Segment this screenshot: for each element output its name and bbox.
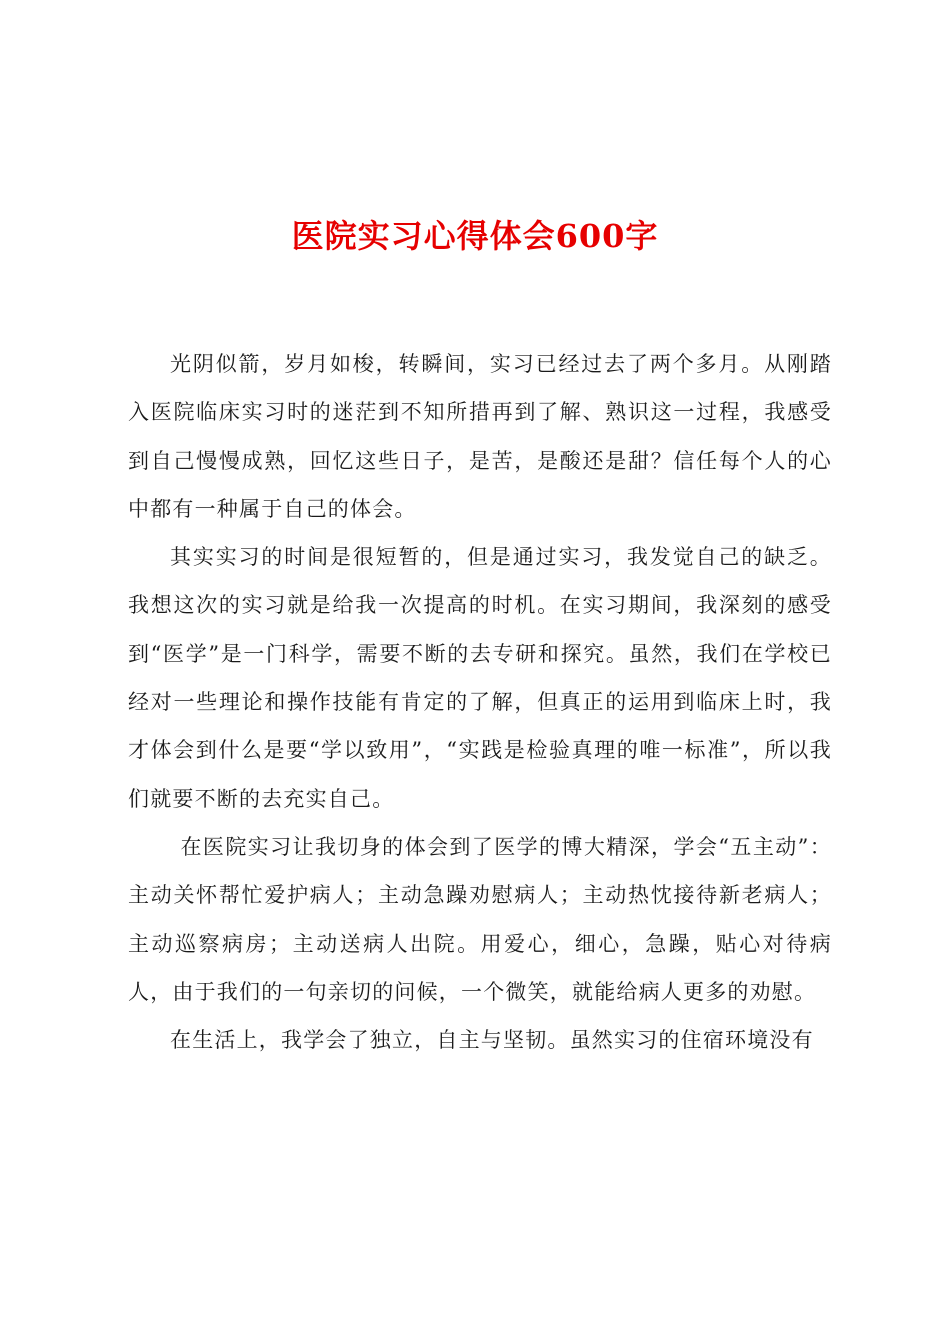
paragraph-3: 在医院实习让我切身的体会到了医学的博大精深，学会“五主动”：主动关怀帮忙爱护病人；主动急躁劝慰病人；主动热忱接待新老病人；主动巡察病房；主动送病人出院。用爱心，细心，急躁，贴心对待病人，由于我们的一句亲切的问候，一个微笑，就能给病人更多的劝慰。 <box>128 834 832 1004</box>
paragraph-4: 在生活上，我学会了独立，自主与坚韧。虽然实习的住宿环境没有 <box>170 1028 814 1053</box>
paragraph-1: 光阴似箭，岁月如梭，转瞬间，实习已经过去了两个多月。从刚踏入医院临床实习时的迷茫到不知所措再到了解、熟识这一过程，我感受到自己慢慢成熟，回忆这些日子，是苦，是酸还是甜？信任每个人的心中都有一种属于自己的体会。 <box>128 352 832 521</box>
document-body <box>128 340 832 1064</box>
document-title: 医院实习心得体会600字 <box>291 217 659 255</box>
paragraph-2: 其实实习的时间是很短暂的，但是通过实习，我发觉自己的缺乏。我想这次的实习就是给我一次提高的时机。在实习期间，我深刻的感受到“医学”是一门科学，需要不断的去专研和探究。虽然，我们在学校已经对一些理论和操作技能有肯定的了解，但真正的运用到临床上时，我才体会到什么是要“学以致用”，“实践是检验真理的唯一标准”，所以我们就要不断的去充实自己。 <box>128 545 832 811</box>
